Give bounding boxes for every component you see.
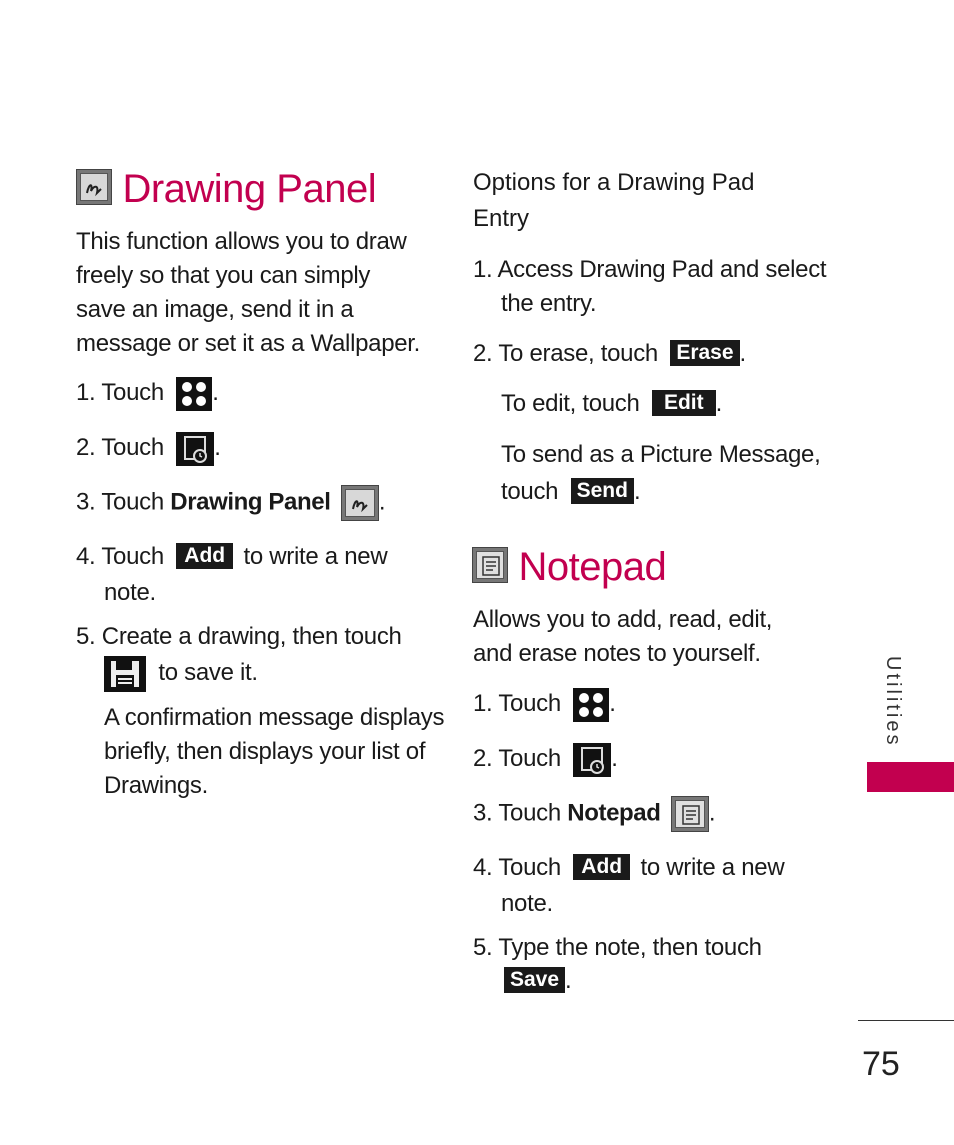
step-1: 1. Touch . bbox=[76, 376, 219, 411]
page-title: Drawing Panel bbox=[122, 167, 377, 211]
step-2: 2. Touch . bbox=[76, 431, 221, 466]
option-1: 1. Access Drawing Pad and select the entry. bbox=[473, 256, 827, 317]
step-3: 3. Touch Drawing Panel . bbox=[76, 485, 385, 521]
utilities-icon bbox=[573, 743, 611, 777]
notepad-title: Notepad bbox=[518, 545, 667, 589]
intro-paragraph: This function allows you to draw freely so that you can simply save an image, send it in a message or set it as a Wallpaper. bbox=[76, 228, 421, 357]
notepad-step-5-continued: Save . bbox=[504, 964, 571, 998]
step-5: 5. Create a drawing, then touch bbox=[76, 623, 402, 650]
notepad-icon bbox=[472, 547, 508, 583]
notepad-step-4-continued: note. bbox=[501, 890, 553, 917]
notepad-heading bbox=[472, 544, 666, 590]
drawing-panel-heading bbox=[76, 166, 376, 212]
option-2: 2. To erase, touch Erase . bbox=[473, 340, 746, 367]
step-5-continued: to save it. bbox=[104, 656, 258, 692]
options-subheading: Options for a Drawing Pad Entry bbox=[473, 169, 755, 232]
page-number: 75 bbox=[862, 1045, 900, 1083]
notepad-icon bbox=[671, 796, 709, 832]
confirmation-note: A confirmation message displays briefly, then displays your list of Drawings. bbox=[104, 704, 445, 799]
notepad-intro: Allows you to add, read, edit, and erase notes to yourself. bbox=[473, 606, 773, 667]
utilities-icon bbox=[176, 432, 214, 466]
notepad-step-2: 2. Touch . bbox=[473, 742, 618, 777]
add-softkey: Add bbox=[176, 543, 233, 569]
add-softkey: Add bbox=[573, 854, 630, 880]
notepad-step-5: 5. Type the note, then touch bbox=[473, 934, 762, 961]
erase-softkey: Erase bbox=[670, 340, 739, 366]
section-tab-label: Utilities bbox=[882, 656, 904, 748]
save-icon bbox=[104, 656, 146, 692]
edit-instruction: To edit, touch Edit . bbox=[501, 390, 722, 417]
drawing-panel-icon bbox=[341, 485, 379, 521]
step-4-continued: note. bbox=[104, 579, 156, 606]
save-softkey: Save bbox=[504, 967, 565, 993]
send-instruction: To send as a Picture Message, bbox=[501, 441, 821, 468]
step-4: 4. Touch Add to write a new bbox=[76, 543, 388, 570]
send-softkey: Send bbox=[571, 478, 634, 504]
section-tab-marker bbox=[867, 762, 954, 792]
notepad-step-4: 4. Touch Add to write a new bbox=[473, 854, 785, 881]
menu-grid-icon bbox=[573, 688, 609, 722]
notepad-step-3: 3. Touch Notepad . bbox=[473, 796, 715, 832]
notepad-step-1: 1. Touch . bbox=[473, 687, 616, 722]
send-instruction-continued: touch Send . bbox=[501, 478, 641, 505]
drawing-panel-icon bbox=[76, 169, 112, 205]
menu-grid-icon bbox=[176, 377, 212, 411]
footer-rule bbox=[858, 1020, 954, 1021]
edit-softkey: Edit bbox=[652, 390, 716, 416]
